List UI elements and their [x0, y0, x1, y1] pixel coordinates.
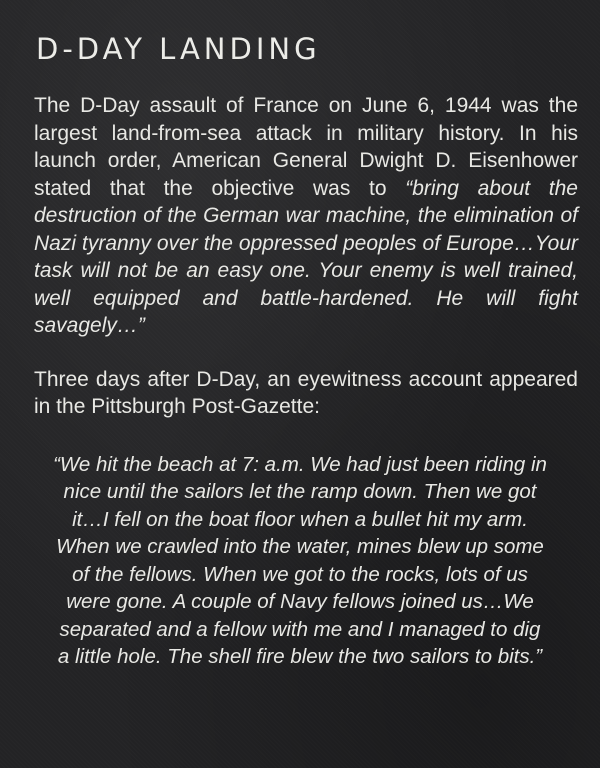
quote-line: of the fellows. When we got to the rocks, lots of us — [72, 562, 528, 586]
quote-line: “We hit the beach at 7: a.m. We had just been riding in — [53, 452, 547, 476]
eyewitness-intro-paragraph: Three days after D-Day, an eyewitness account appeared in the Pittsburgh Post-Gazette: — [34, 367, 578, 418]
quote-line: separated and a fellow with me and I managed to dig — [59, 617, 541, 641]
quote-line: it…I fell on the boat floor when a bullet hit my arm. — [72, 507, 528, 531]
intro-paragraph — [28, 92, 578, 340]
intro-text: The D-Day assault of France on June 6, 1944 was the largest land-from-sea attack in military history. In his launch order, American General Dwight D. Eisenhower stated that the objective was to — [34, 94, 578, 200]
eyewitness-quote — [22, 451, 578, 671]
quote-line: were gone. A couple of Navy fellows joined us…We — [66, 590, 534, 613]
quote-line: a little hole. The shell fire blew the two sailors to bits.” — [57, 645, 543, 668]
eisenhower-quote: “bring about the destruction of the German war machine, the elimination of Nazi tyranny over the oppressed peoples of Europe…Your task will not be an easy one. Your enemy is well trained, well equipped and battle-hardened. He will fight savagely…” — [34, 176, 578, 337]
quote-line: nice until the sailors let the ramp down. Then we got — [63, 480, 537, 503]
quote-line: When we crawled into the water, mines blew up some — [56, 535, 544, 558]
panel-title: D-DAY LANDING — [36, 32, 321, 66]
